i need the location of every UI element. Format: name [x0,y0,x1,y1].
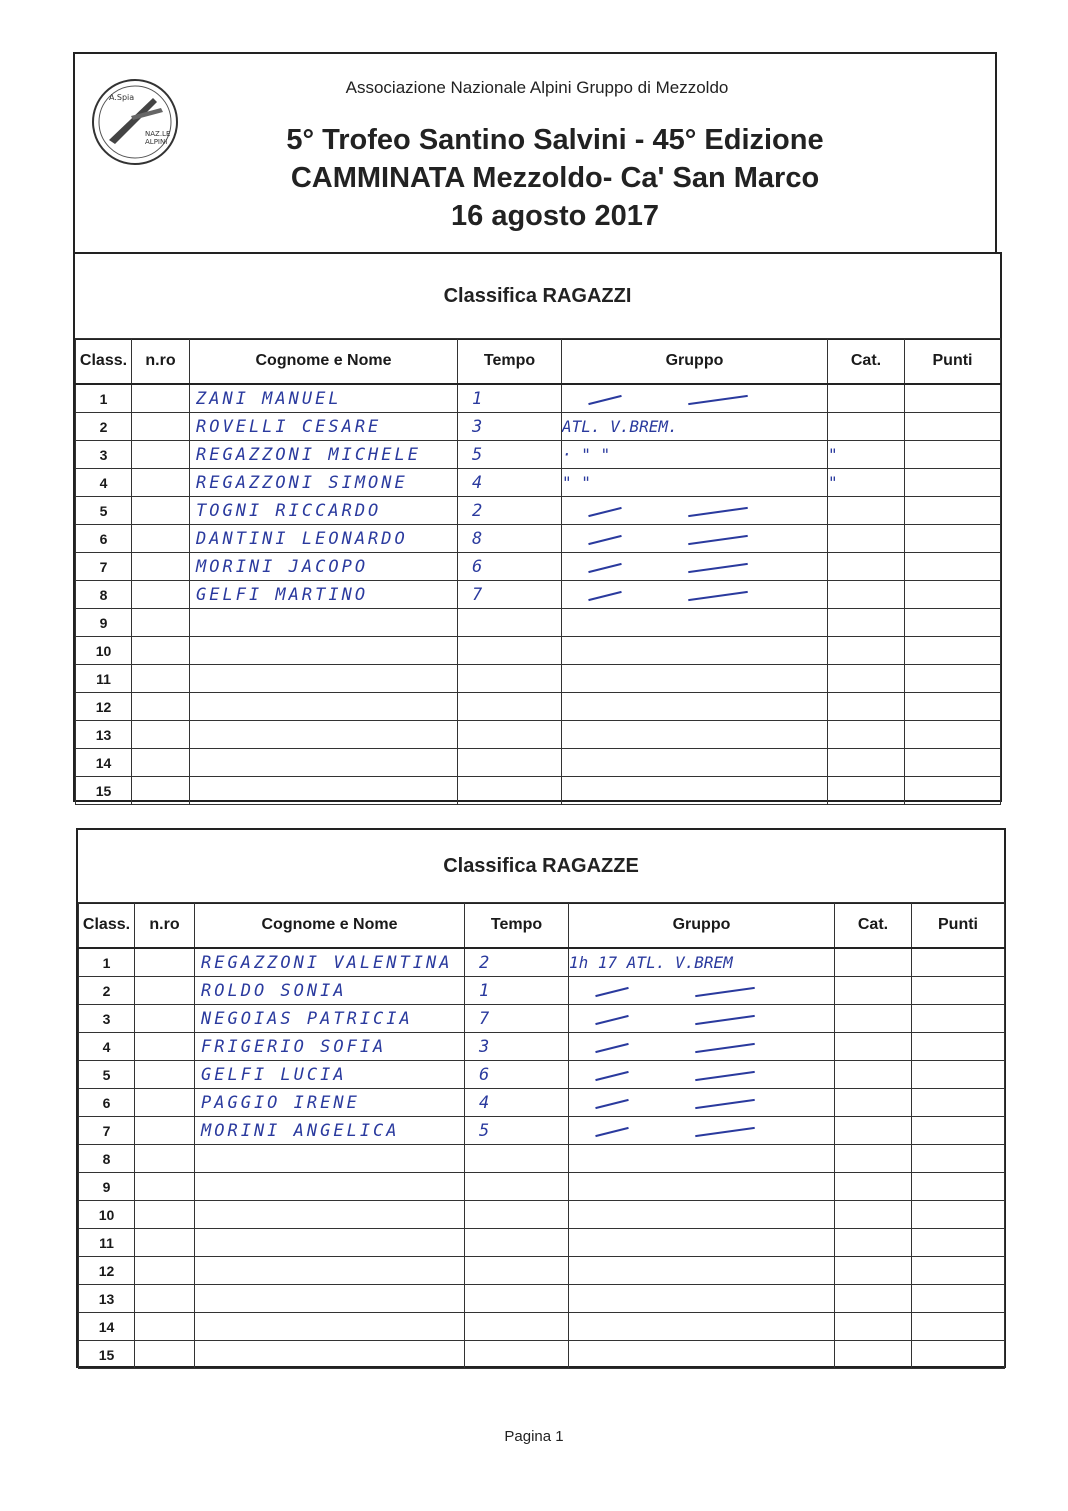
row-number [135,1061,195,1089]
table-row [79,1313,1005,1341]
row-time: 3 [465,1033,569,1061]
row-time: 8 [458,525,562,553]
row-number [135,977,195,1005]
row-category [828,693,905,721]
row-group [562,693,828,721]
table-row [79,1173,1005,1201]
row-time [465,1285,569,1313]
row-name: REGAZZONI VALENTINA [195,948,465,977]
row-class: 2 [79,977,135,1005]
row-name: ROVELLI CESARE [190,413,458,441]
ditto-mark [595,1098,628,1108]
table-row [76,525,1001,553]
ditto-mark [595,1014,628,1024]
row-time: 5 [458,441,562,469]
row-class: 3 [76,441,132,469]
row-group [562,665,828,693]
row-class: 11 [76,665,132,693]
row-class: 5 [79,1061,135,1089]
row-time [465,1341,569,1369]
row-category [835,1285,912,1313]
row-number [132,609,190,637]
row-points [905,497,1001,525]
row-number [135,1341,195,1369]
ditto-mark [688,506,748,516]
table-row [79,1145,1005,1173]
row-category [828,637,905,665]
row-number [135,1033,195,1061]
row-name [190,609,458,637]
table-row [76,581,1001,609]
ragazzi-table [75,338,1001,805]
table-row [76,497,1001,525]
row-time: 2 [458,497,562,525]
table-row [79,948,1005,977]
ragazze-section [76,828,1006,1368]
row-points [905,721,1001,749]
table-row [76,637,1001,665]
row-name: DANTINI LEONARDO [190,525,458,553]
row-number [132,777,190,805]
row-name [195,1313,465,1341]
row-name: ZANI MANUEL [190,384,458,413]
row-points [912,1201,1005,1229]
row-group [569,1117,835,1145]
row-name: TOGNI RICCARDO [190,497,458,525]
row-group [569,1229,835,1257]
row-group [562,581,828,609]
table-row [79,1117,1005,1145]
row-number [132,525,190,553]
row-category [828,609,905,637]
table-row [76,441,1001,469]
row-points [912,1117,1005,1145]
row-group [562,497,828,525]
col-number: n.ro [132,339,190,385]
row-class: 14 [76,749,132,777]
table-row [76,384,1001,413]
row-points [912,1341,1005,1369]
row-time: 6 [458,553,562,581]
row-time [458,693,562,721]
table-row [79,1005,1005,1033]
ditto-mark [588,534,621,544]
ditto-mark [588,590,621,600]
row-category [835,1033,912,1061]
row-points [905,525,1001,553]
ditto-mark [588,506,621,516]
row-class: 6 [79,1089,135,1117]
row-points [905,469,1001,497]
ditto-mark [588,394,621,404]
event-subtitle: CAMMINATA Mezzoldo- Ca' San Marco [290,162,820,194]
col-points: Punti [912,903,1005,949]
row-category [828,721,905,749]
row-name: GELFI LUCIA [195,1061,465,1089]
row-category [828,553,905,581]
ragazzi-title: Classifica RAGAZZI [75,254,1000,340]
row-class: 10 [79,1201,135,1229]
ditto-mark [688,562,748,572]
row-time [465,1257,569,1285]
row-points [912,1089,1005,1117]
row-time: 4 [465,1089,569,1117]
row-points [912,1061,1005,1089]
ragazze-table [78,902,1005,1369]
table-row [76,413,1001,441]
row-class: 5 [76,497,132,525]
row-number [135,1201,195,1229]
ditto-mark [595,1070,628,1080]
ditto-mark [595,1042,628,1052]
row-number [135,1005,195,1033]
row-name [195,1201,465,1229]
row-name [195,1341,465,1369]
row-number [132,749,190,777]
row-points [905,553,1001,581]
row-category [828,497,905,525]
row-name: REGAZZONI SIMONE [190,469,458,497]
col-name: Cognome e Nome [195,903,465,949]
ragazzi-section [73,252,1002,802]
row-category [828,777,905,805]
row-number [132,441,190,469]
row-group [562,777,828,805]
col-name: Cognome e Nome [190,339,458,385]
row-number [135,1313,195,1341]
row-number [132,665,190,693]
table-row [76,777,1001,805]
row-class: 4 [79,1033,135,1061]
row-number [135,1145,195,1173]
table-row [76,693,1001,721]
row-number [135,1257,195,1285]
row-class: 1 [79,948,135,977]
row-number [132,721,190,749]
row-category [835,1257,912,1285]
row-group [569,977,835,1005]
row-group [569,1061,835,1089]
row-points [912,1313,1005,1341]
row-class: 6 [76,525,132,553]
row-name [190,637,458,665]
table-header-row [76,339,1001,385]
table-row [79,1257,1005,1285]
row-group [569,1089,835,1117]
ditto-mark [695,986,755,996]
row-name: NEGOIAS PATRICIA [195,1005,465,1033]
row-points [905,609,1001,637]
row-time [458,749,562,777]
association-name: Associazione Nazionale Alpini Gruppo di Mezzoldo [345,78,729,97]
row-name: GELFI MARTINO [190,581,458,609]
row-class: 13 [76,721,132,749]
ditto-mark [695,1126,755,1136]
col-category: Cat. [835,903,912,949]
row-group: " " [562,469,828,497]
event-date: 16 agosto 2017 [451,200,659,232]
row-time [458,777,562,805]
row-number [132,469,190,497]
row-points [912,1145,1005,1173]
row-number [135,1089,195,1117]
row-category [835,1117,912,1145]
row-points [912,1173,1005,1201]
svg-text:NAZ.LE: NAZ.LE [145,130,171,138]
row-name [190,693,458,721]
row-points [905,777,1001,805]
table-row [76,609,1001,637]
row-time [465,1145,569,1173]
row-group [569,1313,835,1341]
row-time [458,665,562,693]
row-time: 7 [465,1005,569,1033]
row-group [562,609,828,637]
row-name [190,665,458,693]
row-name: ROLDO SONIA [195,977,465,1005]
ditto-mark [688,590,748,600]
svg-text:ALPINI: ALPINI [145,138,168,146]
row-time [465,1201,569,1229]
row-time [458,721,562,749]
row-number [135,1173,195,1201]
row-name: MORINI JACOPO [190,553,458,581]
row-class: 3 [79,1005,135,1033]
row-time [465,1173,569,1201]
table-row [79,1229,1005,1257]
row-name [190,777,458,805]
row-category [835,1201,912,1229]
ditto-mark [588,562,621,572]
row-class: 15 [76,777,132,805]
table-row [79,1201,1005,1229]
row-group [562,749,828,777]
table-row [76,469,1001,497]
row-name [190,749,458,777]
row-points [912,1285,1005,1313]
row-class: 12 [76,693,132,721]
page-footer: Pagina 1 [504,1428,564,1445]
row-category [828,413,905,441]
ditto-mark [695,1014,755,1024]
row-time: 2 [465,948,569,977]
row-time: 4 [458,469,562,497]
col-group: Gruppo [562,339,828,385]
row-category: " [828,441,905,469]
row-number [132,581,190,609]
row-name: PAGGIO IRENE [195,1089,465,1117]
row-number [132,497,190,525]
row-group [562,637,828,665]
row-number [135,1229,195,1257]
ditto-mark [695,1070,755,1080]
row-time: 7 [458,581,562,609]
col-category: Cat. [828,339,905,385]
col-group: Gruppo [569,903,835,949]
row-group [562,525,828,553]
row-class: 8 [76,581,132,609]
row-points [905,693,1001,721]
col-class: Class. [76,339,132,385]
ditto-mark [695,1098,755,1108]
table-row [79,977,1005,1005]
row-category [835,1173,912,1201]
document-header [73,52,997,252]
table-row [79,1341,1005,1369]
row-name [195,1173,465,1201]
row-number [132,637,190,665]
row-group [569,1145,835,1173]
row-group [569,1285,835,1313]
row-category [835,977,912,1005]
ditto-mark [595,986,628,996]
event-title: 5° Trofeo Santino Salvini - 45° Edizione [286,124,824,156]
row-class: 2 [76,413,132,441]
row-class: 1 [76,384,132,413]
row-category [828,749,905,777]
table-row [76,749,1001,777]
row-points [912,977,1005,1005]
row-category [835,948,912,977]
row-time: 5 [465,1117,569,1145]
row-category [835,1229,912,1257]
row-points [905,637,1001,665]
row-number [135,1285,195,1313]
row-points [912,1257,1005,1285]
row-category [835,1005,912,1033]
col-time: Tempo [465,903,569,949]
row-class: 8 [79,1145,135,1173]
row-points [905,665,1001,693]
row-group [569,1257,835,1285]
row-group [569,1005,835,1033]
row-category [828,665,905,693]
row-points [912,948,1005,977]
row-points [905,581,1001,609]
row-class: 4 [76,469,132,497]
row-group: ATL. V.BREM. [562,413,828,441]
row-class: 7 [79,1117,135,1145]
row-time [458,637,562,665]
row-group: · " " [562,441,828,469]
row-group: 1h 17 ATL. V.BREM [569,948,835,977]
row-category [835,1341,912,1369]
row-number [132,553,190,581]
row-category [828,581,905,609]
table-row [79,1033,1005,1061]
row-group [562,384,828,413]
row-category: " [828,469,905,497]
row-number [132,413,190,441]
row-name [195,1257,465,1285]
row-class: 10 [76,637,132,665]
row-class: 12 [79,1257,135,1285]
row-category [835,1061,912,1089]
row-points [912,1033,1005,1061]
row-number [135,1117,195,1145]
row-points [905,384,1001,413]
row-number [135,948,195,977]
row-points [905,413,1001,441]
row-group [569,1033,835,1061]
row-name [195,1145,465,1173]
ditto-mark [695,1042,755,1052]
table-row [76,665,1001,693]
row-class: 13 [79,1285,135,1313]
table-row [76,721,1001,749]
col-number: n.ro [135,903,195,949]
row-name: FRIGERIO SOFIA [195,1033,465,1061]
row-time [465,1313,569,1341]
row-points [905,749,1001,777]
row-name: MORINI ANGELICA [195,1117,465,1145]
row-time: 3 [458,413,562,441]
ragazze-title: Classifica RAGAZZE [78,830,1004,904]
row-time [458,609,562,637]
ditto-mark [688,534,748,544]
row-class: 9 [76,609,132,637]
row-time [465,1229,569,1257]
row-class: 7 [76,553,132,581]
row-time: 1 [465,977,569,1005]
row-class: 11 [79,1229,135,1257]
row-group [562,553,828,581]
row-points [912,1229,1005,1257]
row-category [835,1089,912,1117]
row-points [905,441,1001,469]
table-row [79,1061,1005,1089]
row-points [912,1005,1005,1033]
ditto-mark [688,394,748,404]
row-time: 1 [458,384,562,413]
row-group [562,721,828,749]
row-class: 14 [79,1313,135,1341]
row-number [132,693,190,721]
row-name [190,721,458,749]
row-name [195,1285,465,1313]
row-name: REGAZZONI MICHELE [190,441,458,469]
table-header-row [79,903,1005,949]
table-row [79,1285,1005,1313]
row-group [569,1341,835,1369]
col-class: Class. [79,903,135,949]
row-category [835,1145,912,1173]
table-row [79,1089,1005,1117]
col-time: Tempo [458,339,562,385]
row-group [569,1173,835,1201]
svg-text:A.Spia: A.Spia [109,93,135,102]
row-class: 9 [79,1173,135,1201]
row-category [828,384,905,413]
col-points: Punti [905,339,1001,385]
row-category [828,525,905,553]
row-group [569,1201,835,1229]
row-time: 6 [465,1061,569,1089]
row-class: 15 [79,1341,135,1369]
row-category [835,1313,912,1341]
row-name [195,1229,465,1257]
row-number [132,384,190,413]
table-row [76,553,1001,581]
ditto-mark [595,1126,628,1136]
